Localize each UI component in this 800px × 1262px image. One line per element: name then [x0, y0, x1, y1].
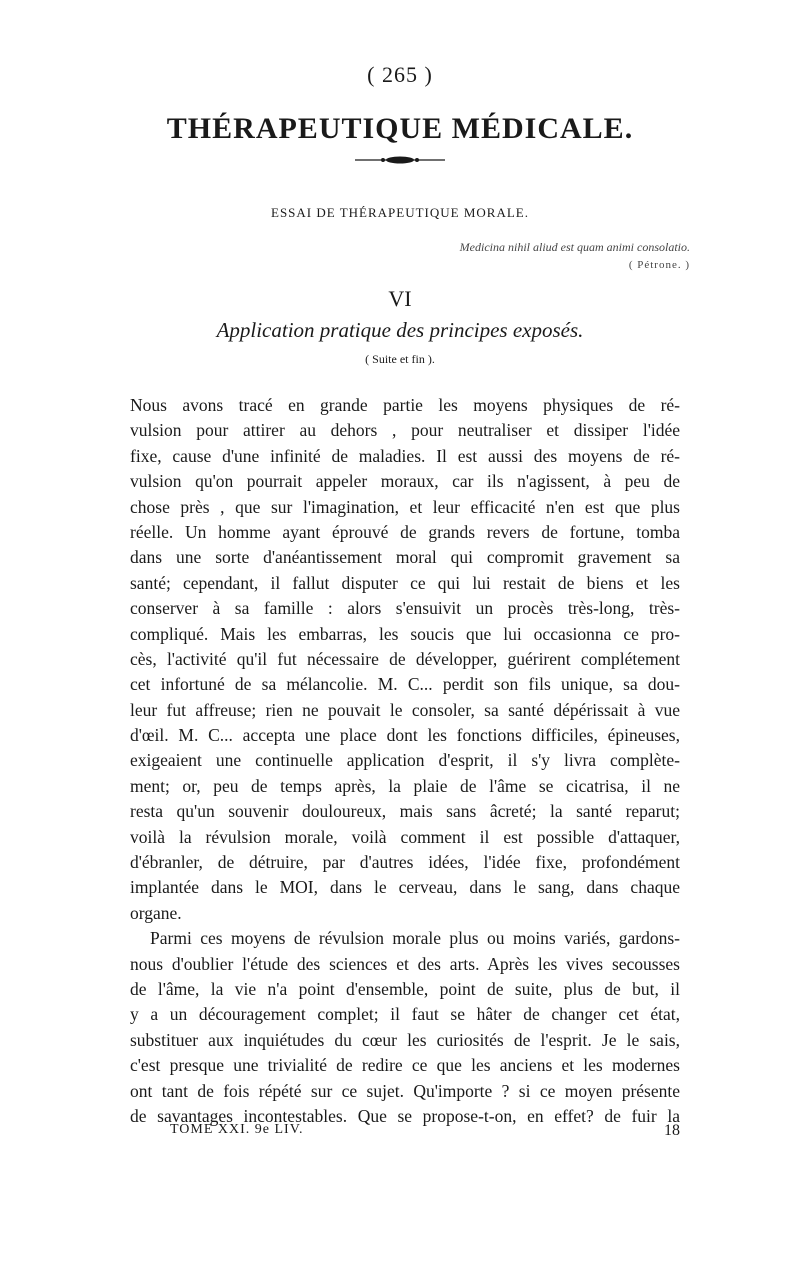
text-line: vulsion pour attirer au dehors , pour neutraliser et dissiper l'idée [130, 420, 680, 441]
essay-title: ESSAI DE THÉRAPEUTIQUE MORALE. [271, 205, 529, 220]
text-line: Nous avons tracé en grande partie les moyens physiques de ré- [130, 395, 680, 415]
text-line: Parmi ces moyens de révulsion morale plus ou moins variés, gardons- [150, 928, 680, 949]
text-line: fixe, cause d'une infinité de maladies. Il est aussi des moyens de ré- [130, 445, 680, 466]
text-line: substituer aux inquiétudes du cœur les curiosités de l'esprit. Je le sais, [130, 1029, 680, 1050]
text-line: voilà la révulsion morale, voilà comment il est possible d'attaquer, [130, 826, 680, 847]
text-line: cès, l'activité qu'il fut nécessaire de développer, guérirent complétement [130, 648, 680, 669]
text-line: implantée dans le MOI, dans le cerveau, dans le sang, dans chaque [130, 877, 680, 898]
text-line: conserver à sa famille : alors s'ensuivit un procès très-long, très- [130, 598, 680, 619]
paragraph-1 [130, 393, 680, 926]
text-line: de savantages incontestables. Que se propose-t-on, en effet? de fuir la [130, 1105, 680, 1126]
text-line: y a un découragement complet; il faut se hâter de changer cet état, [130, 1004, 680, 1025]
text-line: chose près , que sur l'imagination, et leur efficacité n'en est que plus [130, 496, 680, 517]
section-number: VI [388, 286, 412, 311]
text-line: resta qu'un souvenir douloureux, mais sans âcreté; la santé reparut; [130, 801, 680, 822]
text-line: cet infortuné de sa mélancolie. M. C... perdit son fils unique, sa dou- [130, 674, 680, 695]
text-line: exigeaient une continuelle application d'esprit, il s'y livra complète- [130, 750, 680, 771]
text-line: d'œil. M. C... accepta une place dont les fonctions difficiles, épineuses, [130, 725, 680, 746]
text-line: réelle. Un homme ayant éprouvé de grands revers de fortune, tomba [130, 521, 680, 542]
text-line: dans une sorte d'anéantissement moral qui compromit gravement sa [130, 547, 680, 568]
text-line: d'ébranler, de détruire, par d'autres idées, l'idée fixe, profondément [130, 852, 680, 873]
text-line: nous d'oublier l'étude des sciences et des arts. Après les vives secousses [130, 953, 680, 974]
main-title: THÉRAPEUTIQUE MÉDICALE. [166, 112, 634, 145]
text-line: organe. [130, 902, 182, 923]
paragraph-2 [130, 926, 680, 1129]
epigraph-text: Medicina nihil aliud est quam animi consolatio. [459, 240, 690, 254]
text-line: c'est presque une trivialité de redire ce que les anciens et les modernes [130, 1055, 680, 1076]
page-footer [170, 1122, 680, 1146]
text-line: leur fut affreuse; rien ne pouvait le consoler, sa santé dépérissait à vue [130, 699, 680, 720]
text-line: ment; or, peu de temps après, la plaie de l'âme se cicatrisa, il ne [130, 775, 680, 796]
body-text [130, 393, 680, 1129]
text-line: compliqué. Mais les embarras, les soucis que lui occasionna ce pro- [130, 623, 680, 644]
text-line: vulsion qu'on pourrait appeler moraux, car ils n'agissent, à peu de [130, 471, 680, 492]
text-line: santé; cependant, il fallut disputer ce qui lui restait de biens et les [130, 572, 680, 593]
text-line: de l'âme, la vie n'a point d'ensemble, point de suite, plus de but, il [130, 978, 680, 999]
page-number: ( 265 ) [367, 62, 433, 87]
section-note: ( Suite et fin ). [365, 352, 435, 366]
epigraph-author: ( Pétrone. ) [628, 259, 690, 271]
section-title: Application pratique des principes exposés. [216, 318, 584, 342]
text-line: ont tant de fois répété sur ce sujet. Qu'importe ? si ce moyen présente [130, 1080, 680, 1101]
signature-mark: TOME XXI. 9e LIV. [170, 1122, 304, 1137]
epigraph [200, 238, 690, 274]
ornament-divider [355, 156, 445, 164]
sheet-number: 18 [664, 1122, 680, 1139]
